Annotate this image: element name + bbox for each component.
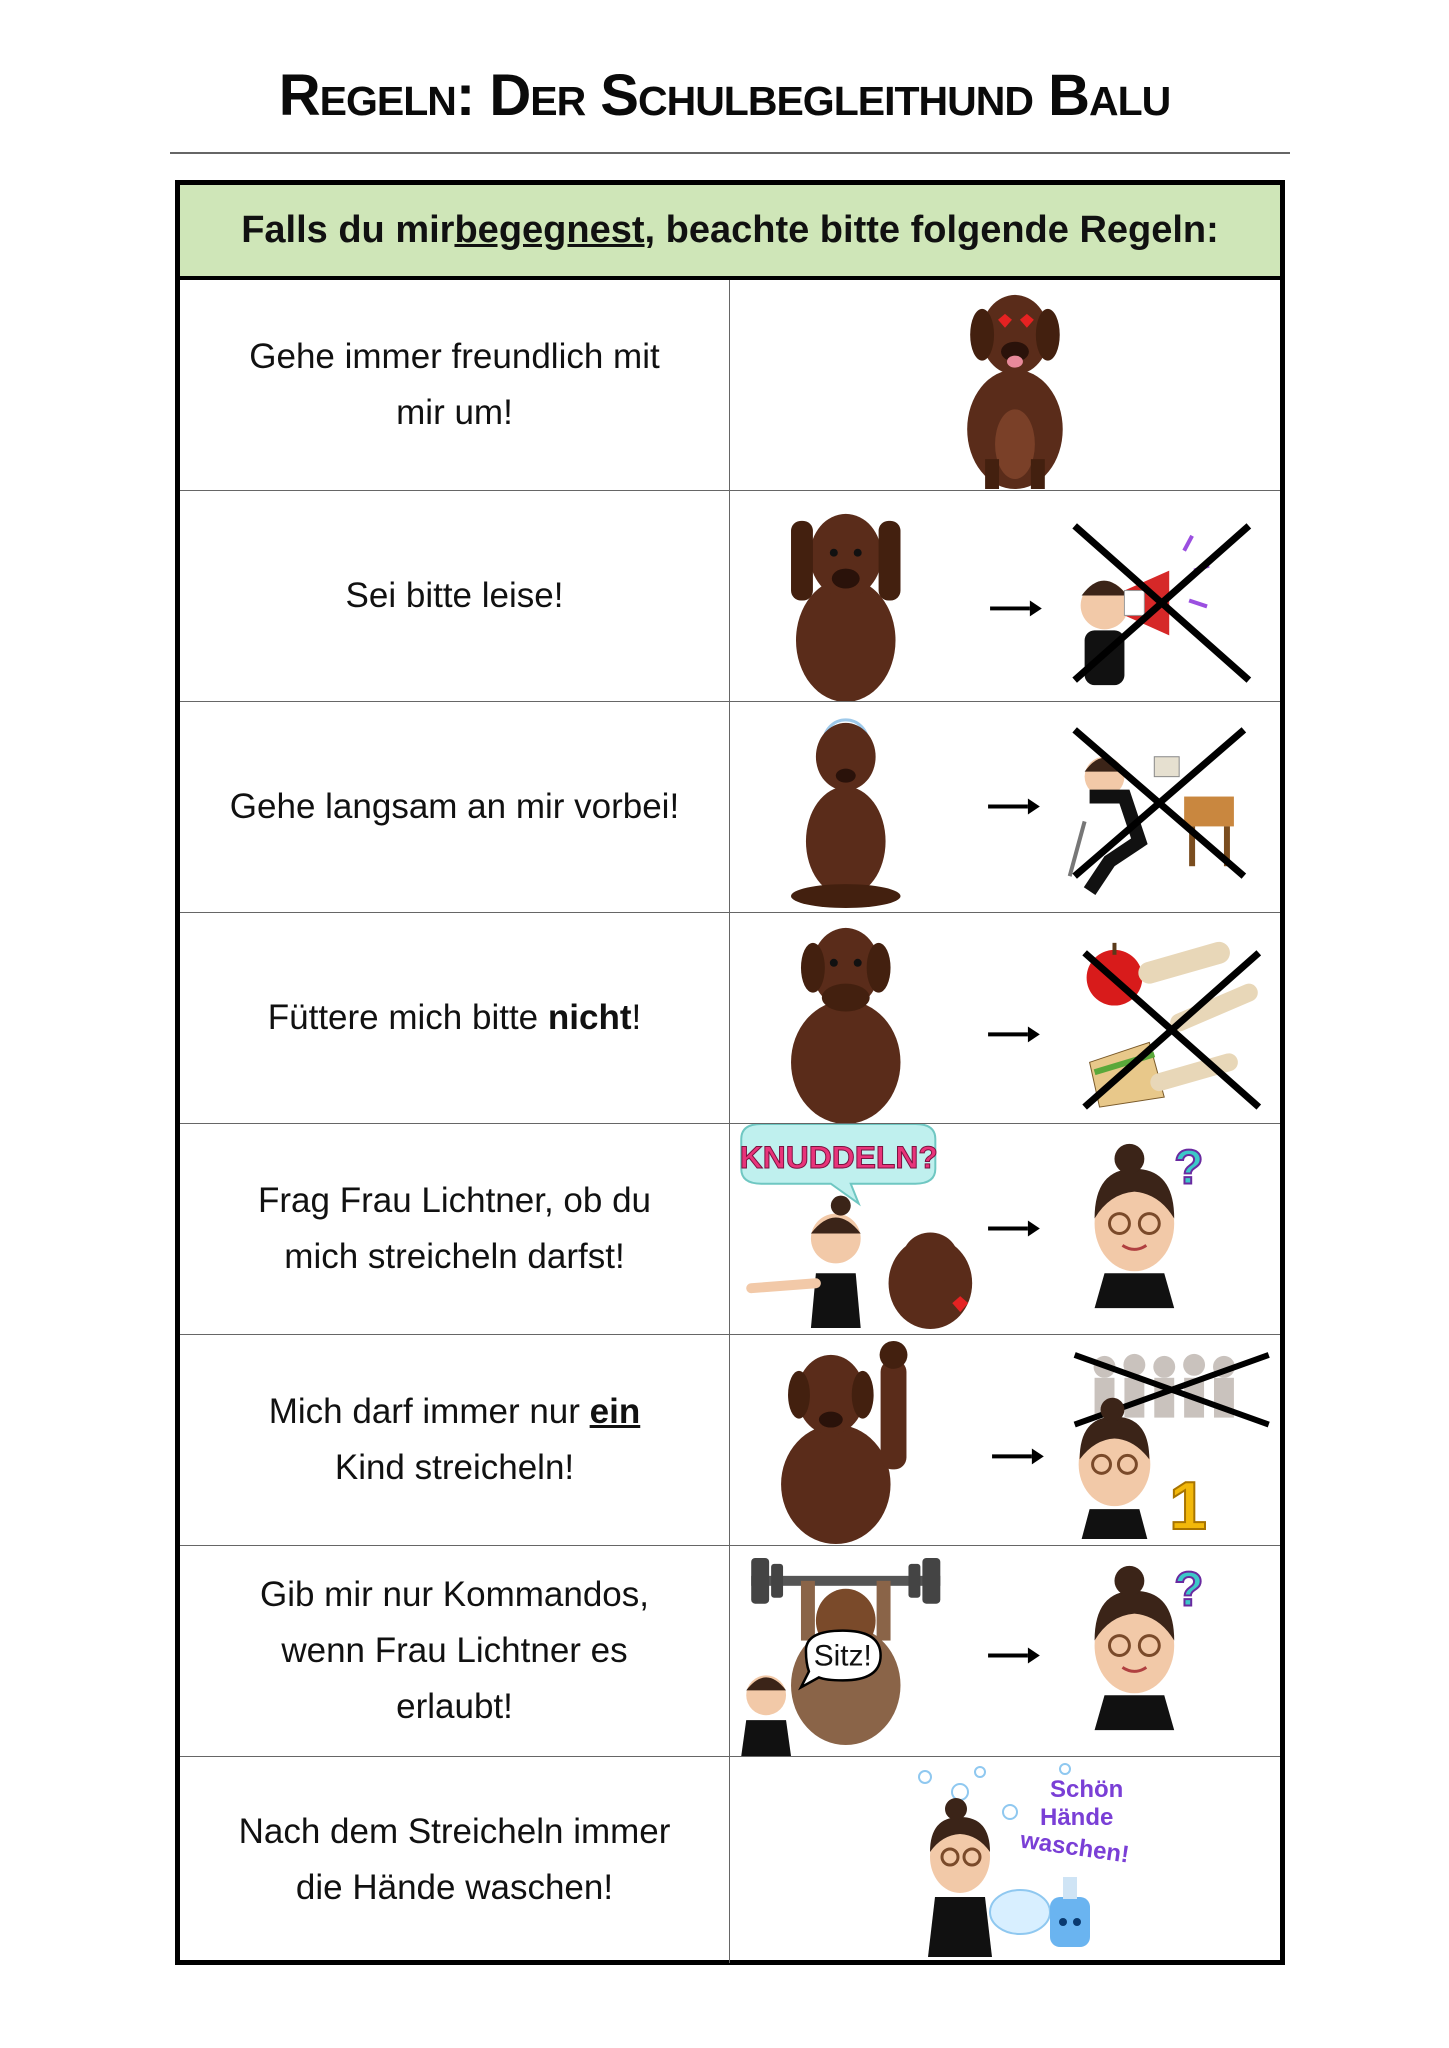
sign-text: waschen!: [1018, 1826, 1131, 1869]
teacher-question-icon: [730, 1124, 1280, 1334]
rule-picture: [730, 1124, 1280, 1334]
crossed-food-icon: [730, 913, 1280, 1123]
rule-line: Nach dem Streicheln immer: [238, 1812, 671, 1851]
rule-line: die Hände waschen!: [295, 1868, 614, 1907]
rule-emphasis: nicht: [547, 998, 632, 1037]
sign-text: Hände: [1040, 1804, 1114, 1831]
header-text-underlined: begegnest: [454, 209, 645, 251]
rule-line: erlaubt!: [396, 1687, 513, 1726]
teacher-washing-hands-icon: [730, 1757, 1280, 1963]
rule-line: wenn Frau Lichtner es: [281, 1631, 628, 1670]
page-title: Regeln: Der Schulbegleithund Balu: [278, 63, 1171, 128]
rules-table: [175, 180, 1285, 1965]
rule-picture: [730, 491, 1280, 701]
rule-line: Gehe langsam an mir vorbei!: [229, 787, 680, 826]
rule-line: Frag Frau Lichtner, ob du: [258, 1181, 651, 1220]
header-text-before: Falls du mir: [241, 209, 455, 251]
rule-row: [180, 280, 1280, 491]
teacher-question-icon: [730, 1546, 1280, 1756]
rule-text: [180, 1124, 730, 1334]
rule-row: [180, 1335, 1280, 1546]
rule-text: [180, 1335, 730, 1545]
dog-heart-eyes-icon: [730, 280, 1280, 490]
rule-text: [180, 913, 730, 1123]
rule-text: [180, 491, 730, 701]
rule-line: Mich darf immer nur: [268, 1392, 590, 1431]
rule-text: [180, 702, 730, 912]
rule-picture: [730, 1546, 1280, 1756]
rule-line: Gehe immer freundlich mit: [249, 337, 660, 376]
rule-line: Kind streicheln!: [334, 1448, 575, 1487]
teacher-one-child-icon: [730, 1335, 1280, 1545]
rule-row: [180, 1546, 1280, 1757]
rule-row: [180, 913, 1280, 1124]
rule-row: [180, 1757, 1280, 1963]
rule-text: [180, 1757, 730, 1963]
rule-row: [180, 491, 1280, 702]
rule-picture: [730, 913, 1280, 1123]
rule-line: Füttere mich bitte: [267, 998, 548, 1037]
svg-text:?: ?: [1174, 1563, 1204, 1617]
svg-text:?: ?: [1174, 1141, 1204, 1195]
number-one: 1: [1169, 1469, 1207, 1545]
rule-line: mich streicheln darfst!: [284, 1237, 625, 1276]
rule-text: [180, 280, 730, 490]
rule-row: [180, 702, 1280, 913]
rule-line: mir um!: [396, 393, 513, 432]
rule-picture: [730, 702, 1280, 912]
crossed-running-icon: [730, 702, 1280, 912]
title-divider: [170, 152, 1290, 154]
rule-emphasis: ein: [589, 1392, 641, 1431]
rule-line: !: [631, 998, 642, 1037]
crossed-megaphone-icon: [730, 491, 1280, 701]
rule-picture: [730, 1335, 1280, 1545]
sign-text: Schön: [1050, 1776, 1124, 1803]
rule-line: Sei bitte leise!: [345, 576, 564, 615]
speech-bubble-text: KNUDDELN?: [739, 1138, 938, 1175]
rule-picture: [730, 280, 1280, 490]
rule-picture: [730, 1757, 1280, 1963]
table-header: [180, 185, 1280, 280]
rule-text: [180, 1546, 730, 1756]
speech-bubble-text: Sitz!: [813, 1639, 872, 1673]
rule-line: Gib mir nur Kommandos,: [259, 1575, 650, 1614]
header-text-after: , beachte bitte folgende Regeln:: [644, 209, 1219, 251]
rule-row: [180, 1124, 1280, 1335]
